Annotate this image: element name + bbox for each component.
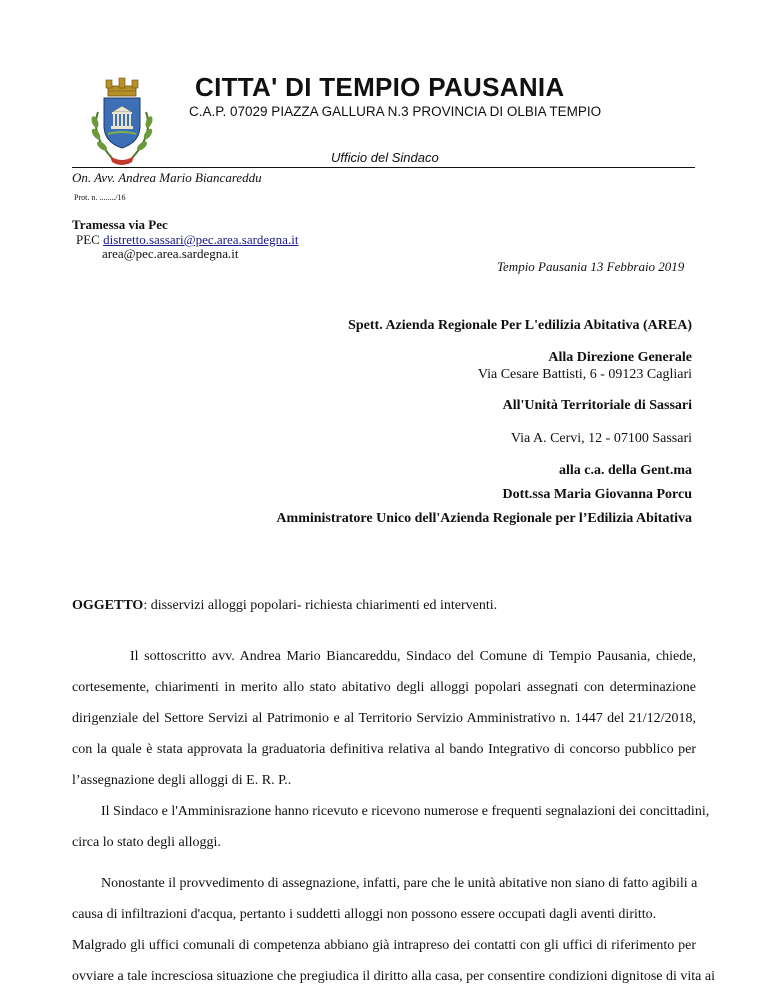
municipal-crest-icon	[82, 72, 162, 172]
page-title: CITTA' DI TEMPIO PAUSANIA	[195, 72, 565, 102]
header-divider	[72, 167, 695, 168]
pec-prefix: PEC	[76, 232, 104, 247]
office-label: Ufficio del Sindaco	[331, 150, 439, 165]
protocol-number: Prot. n. ......../16	[74, 193, 126, 202]
recipient-company: Spett. Azienda Regionale Per L'edilizia Abitativa (AREA)	[348, 318, 692, 333]
body-paragraph-1	[72, 647, 696, 802]
subject-text: : disservizi alloggi popolari- richiesta chiarimenti ed interventi.	[143, 598, 498, 613]
recipient-address-sassari: Via A. Cervi, 12 - 07100 Sassari	[510, 431, 692, 446]
sender-name: On. Avv. Andrea Mario Biancareddu	[72, 170, 262, 185]
body-paragraph-3	[72, 874, 696, 936]
subject-label: OGGETTO	[72, 598, 144, 613]
recipient-person: Dott.ssa Maria Giovanna Porcu	[502, 487, 692, 502]
transmission-label: Tramessa via Pec	[72, 217, 168, 232]
body-paragraph-2	[72, 802, 710, 864]
body-paragraph-4	[72, 936, 715, 998]
recipient-role: Amministratore Unico dell'Azienda Regionale per l’Edilizia Abitativa	[276, 511, 692, 526]
recipient-territorial-unit: All'Unità Territoriale di Sassari	[502, 398, 692, 413]
text-line: Il Sindaco e l'Amminisrazione hanno ricevuto e ricevono numerose e frequenti segnalazioni dei concittadini,	[101, 804, 710, 819]
text-line: circa lo stato degli alloggi.	[72, 835, 221, 850]
text-line: con la quale è stata approvata la graduatoria definitiva relativa al bando Integrativo di concorso pubblico per	[72, 742, 696, 757]
text-line: Malgrado gli uffici comunali di competenza abbiano già intrapreso dei contatti con gli uffici di riferimento per	[72, 938, 696, 953]
text-line: Il sottoscritto avv. Andrea Mario Biancareddu, Sindaco del Comune di Tempio Pausania, chiede,	[130, 649, 696, 664]
text-line: causa di infiltrazioni d'acqua, pertanto i suddetti alloggi non possono essere occupati dagli aventi diritto.	[72, 907, 657, 922]
text-line: ovviare a tale incresciosa situazione che pregiudica il diritto alla casa, per consentire condizioni dignitose di vita ai	[72, 969, 715, 984]
text-line: dirigenziale del Settore Servizi al Patrimonio e al Territorio Servizio Amministrativo n. 1447 del 21/12/2018,	[72, 711, 696, 726]
letter-date: Tempio Pausania 13 Febbraio 2019	[497, 259, 685, 274]
recipient-direction: Alla Direzione Generale	[548, 350, 692, 365]
secondary-email: area@pec.area.sardegna.it	[102, 246, 239, 261]
recipient-attention: alla c.a. della Gent.ma	[559, 463, 692, 478]
text-line: l’assegnazione degli alloggi di E. R. P..	[72, 773, 292, 788]
text-line: cortesemente, chiarimenti in merito allo stato abitativo degli alloggi popolari assegnati con determinazione	[72, 680, 696, 695]
pec-email-link[interactable]: distretto.sassari@pec.area.sardegna.it	[103, 232, 299, 247]
recipient-address-cagliari: Via Cesare Battisti, 6 - 09123 Cagliari	[477, 367, 692, 382]
city-address: C.A.P. 07029 PIAZZA GALLURA N.3 PROVINCIA DI OLBIA TEMPIO	[189, 104, 602, 119]
subject-line	[72, 598, 497, 614]
text-line: Nonostante il provvedimento di assegnazione, infatti, pare che le unità abitative non siano di fatto agibili a	[101, 876, 698, 891]
